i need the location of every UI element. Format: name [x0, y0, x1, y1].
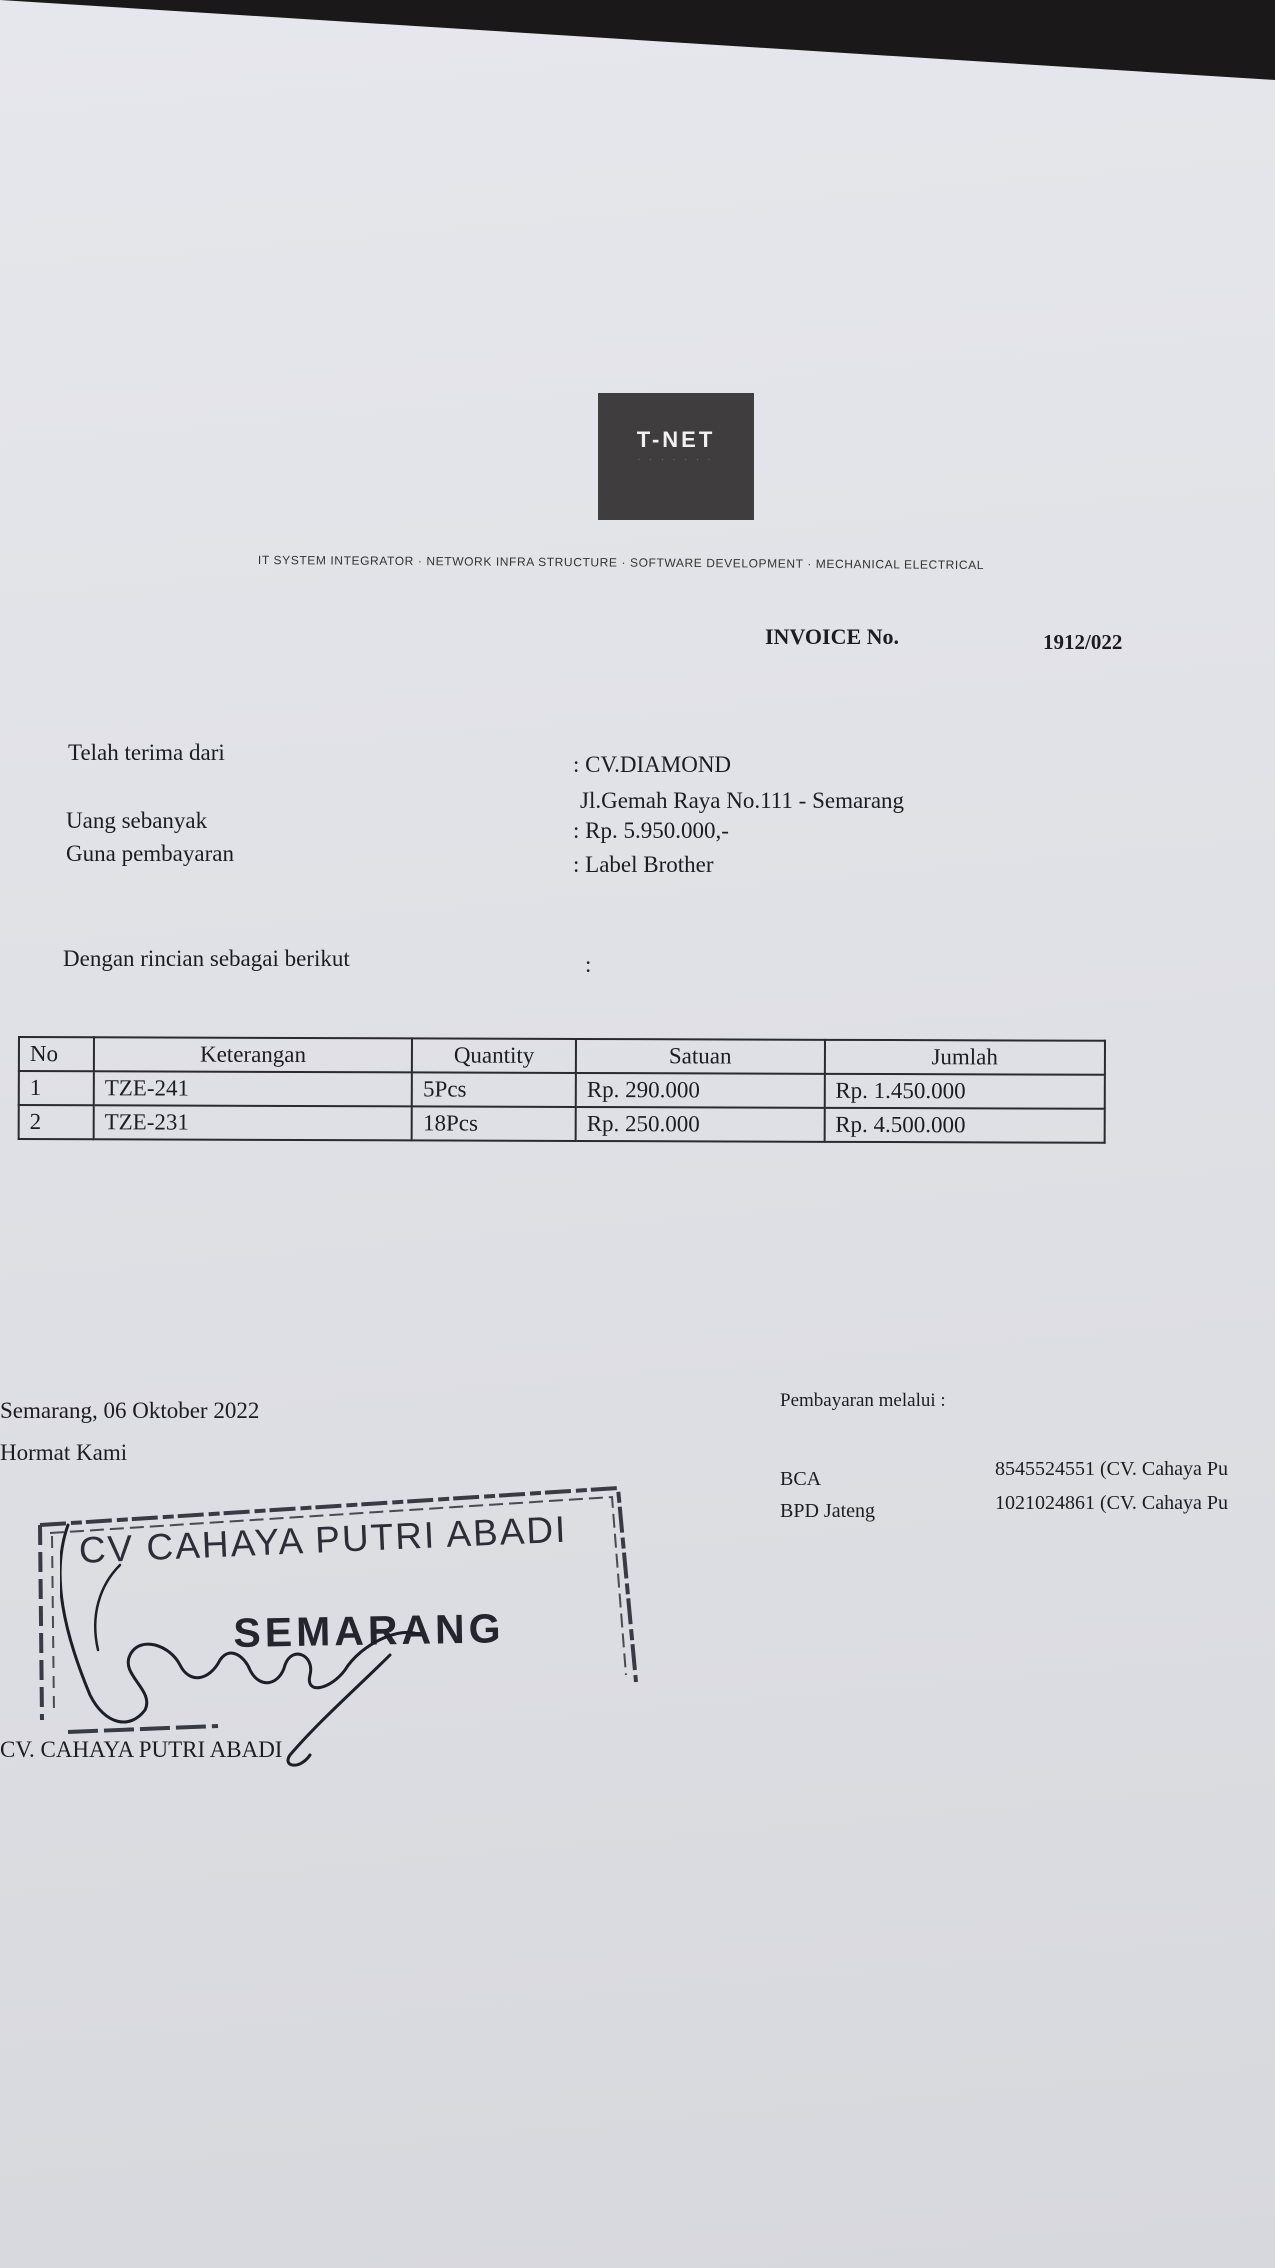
payment-title: Pembayaran melalui :	[780, 1390, 946, 1411]
cell-description: TZE-241	[94, 1071, 412, 1106]
cell-no: 2	[19, 1105, 94, 1139]
stamp-text-city: SEMARANG	[233, 1605, 505, 1656]
cell-unit-price: Rp. 290.000	[576, 1073, 825, 1108]
purpose-label: Guna pembayaran	[66, 841, 234, 866]
closing-text: Hormat Kami	[0, 1440, 128, 1465]
logo-underline: · · · · · · ·	[638, 457, 714, 463]
cell-total: Rp. 1.450.000	[824, 1074, 1105, 1109]
received-from-value: : CV.DIAMOND	[573, 752, 732, 777]
signature	[60, 1485, 440, 1775]
table-row	[19, 1071, 1105, 1109]
bank-account-1: 8545524551 (CV. Cahaya Pu	[995, 1458, 1228, 1480]
amount-value: : Rp. 5.950.000,-	[573, 818, 729, 843]
table-row	[19, 1105, 1105, 1143]
items-table	[18, 1036, 1106, 1144]
logo-text: T-NET	[636, 427, 716, 452]
cell-description: TZE-231	[94, 1105, 412, 1140]
company-name: CV. CAHAYA PUTRI ABADI	[0, 1737, 283, 1762]
bank-name-1: BCA	[780, 1468, 822, 1490]
header-description: Keterangan	[94, 1037, 412, 1072]
cell-unit-price: Rp. 250.000	[576, 1107, 825, 1142]
breakdown-colon: :	[585, 952, 592, 977]
customer-address: Jl.Gemah Raya No.111 - Semarang	[580, 788, 905, 813]
company-tagline: IT SYSTEM INTEGRATOR · NETWORK INFRA STRUCTURE · SOFTWARE DEVELOPMENT · MECHANICAL ELECTRICAL	[257, 553, 985, 573]
breakdown-label: Dengan rincian sebagai berikut	[63, 946, 350, 971]
company-logo	[598, 393, 754, 520]
amount-label: Uang sebanyak	[66, 808, 208, 833]
header-total: Jumlah	[824, 1040, 1105, 1075]
bank-account-2: 1021024861 (CV. Cahaya Pu	[995, 1492, 1228, 1514]
header-no: No	[19, 1037, 94, 1071]
purpose-value: : Label Brother	[573, 852, 714, 877]
bank-name-2: BPD Jateng	[780, 1500, 875, 1522]
cell-no: 1	[19, 1071, 94, 1105]
place-date: Semarang, 06 Oktober 2022	[0, 1398, 260, 1423]
cell-quantity: 5Pcs	[412, 1072, 576, 1107]
invoice-label: INVOICE No.	[765, 624, 900, 649]
table-header-row	[19, 1037, 1105, 1075]
header-quantity: Quantity	[412, 1038, 576, 1073]
received-from-label: Telah terima dari	[68, 740, 225, 765]
stamp-text-company: CV CAHAYA PUTRI ABADI	[78, 1508, 569, 1571]
header-unit-price: Satuan	[576, 1039, 825, 1074]
invoice-number: 1912/022	[1043, 630, 1123, 654]
cell-total: Rp. 4.500.000	[824, 1108, 1105, 1143]
cell-quantity: 18Pcs	[412, 1106, 576, 1141]
